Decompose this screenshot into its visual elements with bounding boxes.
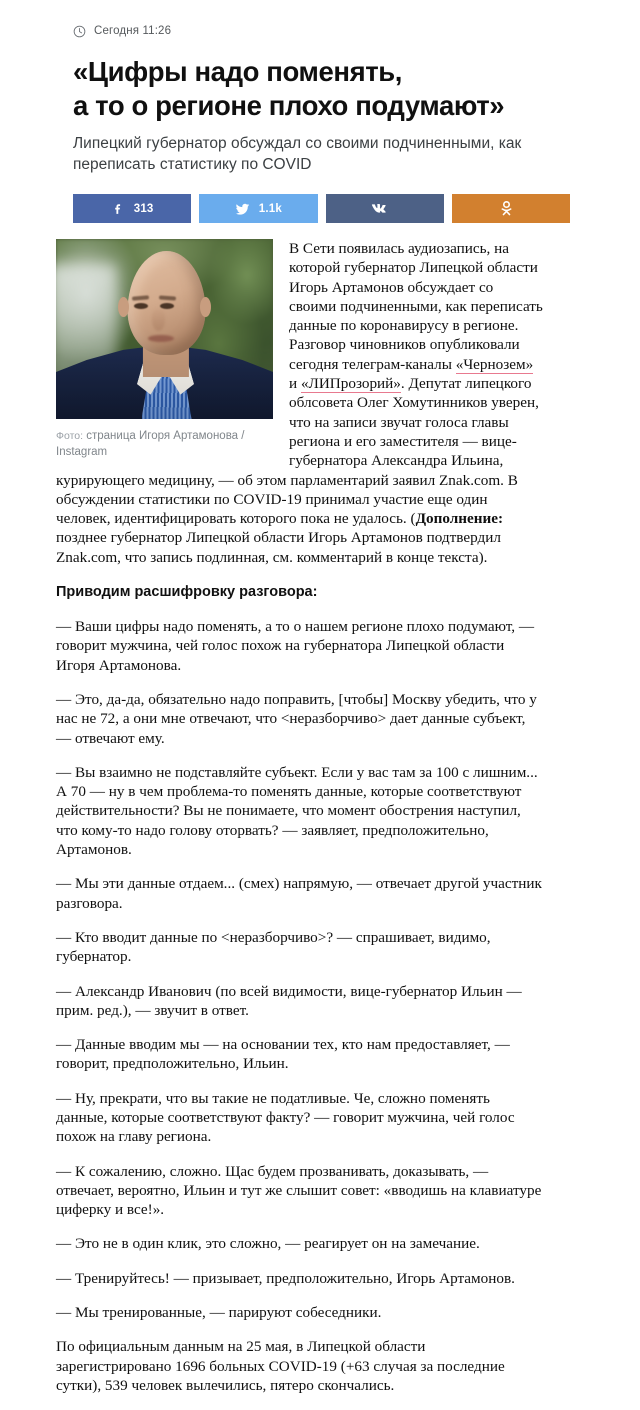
headline-line-1: «Цифры надо поменять,: [73, 56, 403, 87]
transcript-paragraph: — К сожалению, сложно. Щас будем прозванивать, доказывать, — отвечает, вероятно, Ильин и тут же слышит совет: «вводишь на клавиатуре циферку и все!».: [56, 1162, 542, 1219]
link-chernozem[interactable]: «Чернозем»: [455, 355, 534, 373]
transcript-paragraph: — Александр Иванович (по всей видимости, вице-губернатор Ильин — прим. ред.), — звучит в ответ.: [56, 982, 522, 1019]
headline-line-2: а то о регионе плохо подумают»: [73, 90, 505, 121]
photo-caption: [56, 428, 273, 460]
summary-paragraph: По официальным данным на 25 мая, в Липецкой области зарегистрировано 1696 больных COVID-19 (+63 случая за последние сутки), 539 человек вылечились, пятеро скончались.: [56, 1338, 505, 1394]
transcript-paragraph: — Это не в один клик, это сложно, — реагирует он на замечание.: [56, 1235, 480, 1253]
link-liprozory[interactable]: «ЛИПрозорий»: [300, 375, 401, 393]
transcript-lead-in: Приводим расшифровку разговора:: [56, 584, 318, 601]
share-vk-button[interactable]: [326, 194, 444, 223]
clock-icon: [73, 25, 86, 38]
intro-part-1: В Сети появилась аудиозапись, на которой губернатор Липецкой области Игорь Артамонов обсуждает со своими подчиненными, как переписать данные по коронавирусу в регионе. Разговор чиновников опубликовали сегодня телеграм-каналы: [289, 240, 543, 373]
photo-caption-label: Фото:: [56, 430, 84, 442]
transcript-paragraph: — Кто вводит данные по <неразборчиво>? — спрашивает, видимо, губернатор.: [56, 928, 491, 966]
publish-time: Сегодня 11:26: [94, 25, 172, 37]
twitter-icon: [235, 202, 250, 216]
share-twitter-button[interactable]: [199, 194, 317, 223]
transcript-paragraph: — Тренируйтесь! — призывает, предположительно, Игорь Артамонов.: [56, 1269, 515, 1287]
article-photo: [56, 239, 273, 419]
article-figure: [56, 239, 273, 460]
transcript-paragraph: — Данные вводим мы — на основании тех, кто нам предоставляет, — говорит, предположительно, Ильин.: [56, 1036, 510, 1073]
share-twitter-count: 1.1k: [258, 202, 282, 215]
transcript-paragraph: — Вы взаимно не подставляйте субъект. Если у вас там за 100 с лишним... А 70 — ну в чем проблема-то поменять данные, которые соответствуют действительности? Вы не понимаете, что момент обострения наступил, что кому-то надо голову оторвать? — заявляет, предположительно, Артамонов.: [56, 763, 538, 859]
transcript-paragraph: — Мы тренированные, — парируют собеседники.: [56, 1304, 382, 1322]
article-body: [28, 239, 612, 1410]
facebook-icon: [111, 202, 125, 216]
transcript-paragraph: — Это, да-да, обязательно надо поправить, [чтобы] Москву убедить, что у нас не 72, а они мне отвечают, что <неразборчиво> дает данные субъект, — отвечают ему.: [56, 690, 537, 747]
intro-part-2: . Депутат липецкого облсовета Олег Хомутинников уверен, что на записи звучат голоса главы региона и его заместителя — вице-губернатора Александра Ильина, курирующего медицину, — об этом парламентарий заявил Znak.com. В обсуждении статистики по COVID-19 принимал участие еще один человек, идентифицировать которого пока не удалось. (: [56, 375, 539, 528]
intro-addendum-label: Дополнение:: [415, 510, 504, 528]
page-title: [28, 55, 612, 123]
transcript-paragraph: — Ну, прекрати, что вы такие не податливые. Че, сложно поменять данные, которые соответствуют факту? — говорит мужчина, чей голос похож на главу региона.: [56, 1089, 515, 1146]
transcript-paragraph: — Ваши цифры надо поменять, а то о нашем регионе плохо подумают, — говорит мужчина, чей голос похож на губернатора Липецкой области Игоря Артамонова.: [56, 618, 535, 674]
photo-caption-text: страница Игоря Артамонова / Instagram: [56, 430, 245, 458]
share-facebook-button[interactable]: [73, 194, 191, 223]
intro-mid: и: [289, 375, 301, 393]
article-meta: [28, 0, 612, 42]
vk-icon: [371, 203, 390, 215]
ok-icon: [500, 201, 513, 216]
share-buttons: [28, 194, 612, 223]
transcript-paragraph: — Мы эти данные отдаем... (смех) напрямую, — отвечает другой участник разговора.: [56, 875, 542, 912]
intro-part-3: позднее губернатор Липецкой области Игорь Артамонов подтвердил Znak.com, что запись подлинная, см. комментарий в конце текста).: [56, 529, 501, 566]
article-subtitle: Липецкий губернатор обсуждал со своими подчиненными, как переписать статистику по COVID: [73, 135, 522, 173]
share-ok-button[interactable]: [452, 194, 570, 223]
share-facebook-count: 313: [133, 202, 154, 215]
